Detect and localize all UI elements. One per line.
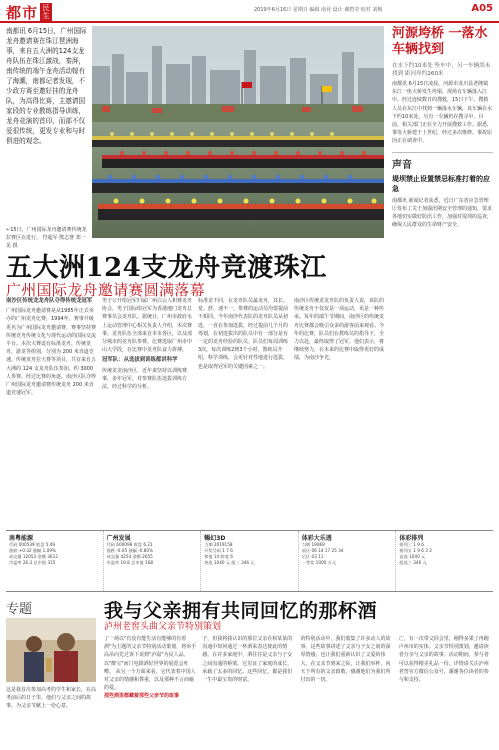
topic-text: 子，但我将我认识的那位父亲在和某某的沟通中如何通过一杯酒来表达彼此的情感。在许多家庭中，酒往往是父亲与子女之间沟通的桥梁。它见证了家庭的成长，承载了太多的回忆。这些回忆，都是我们一生中最宝贵的财富。	[202, 636, 293, 684]
logo-sub: 民生	[40, 3, 52, 21]
dragon-boat-photo	[92, 26, 384, 238]
info-row: 前区 06 14 17 25 34	[301, 548, 344, 553]
info-row: 开奖号码 1 7 6	[204, 548, 233, 553]
info-box-title: 南粤能源	[9, 535, 34, 542]
topic-section-label: 专题	[6, 602, 33, 617]
voice-section-label: 声音	[392, 152, 493, 171]
page-number: A05	[471, 3, 493, 14]
info-row: 单选 1040 元 组三 346 元	[204, 560, 255, 565]
topic-column-3	[301, 635, 395, 747]
article-column-4	[294, 297, 386, 527]
article-section-title: 南沙区传统龙龙舟队夺得传统龙冠军	[6, 298, 93, 304]
info-row: 排列三 1 9 6	[399, 542, 424, 547]
sidebar-subhead: 在水下约10米处 坠车中，另一车辆尚未找到 距河岸约260米	[392, 63, 491, 77]
article-text: 传统龙龙南沙区，近年来坚持以训练赛事，多年冠军，对参赛队伍选拔训练方法，经过科学的分析。	[102, 367, 188, 391]
info-row: 后区 03 11	[301, 554, 324, 559]
topic-column-4	[399, 635, 493, 747]
info-box-title: 暢幻3D	[204, 535, 226, 542]
date-line: 2019年6月16日 星期日 编辑 南业 设计 谢碧莹 校对 刘梅	[254, 7, 383, 13]
voice-headline: 堤坝禁止设置禁忌标准打着的应急	[392, 174, 490, 193]
article-column-3	[198, 297, 290, 527]
article-text: 南沙区传统龙龙舟队的负责人说，该队的传统龙舟不仅仅是一项运动，更是一种传承。每年的端午节期间，南沙区的传统龙舟比赛都会吸引众多的游客前来观看。今年的比赛，队员们在教练员的指导下，全力以赴，最终取得了冠军。他们表示，将继续努力，在未来的比赛中取得更好的成绩，为南沙争光。	[294, 298, 385, 362]
article-section-title: 冠军队：从选拔到训练都讲科学	[102, 357, 178, 364]
masthead-rule	[0, 21, 499, 23]
stock-lottery-band	[6, 530, 493, 592]
info-row: 组选三 346 元	[399, 560, 427, 565]
info-row: 直选 1040 元	[399, 554, 426, 559]
topic-caption: 这是我首次参加高考的学生和家长，在高考前后的日子里，他们与父亲之间的故事。为父亲节献上一份心意。	[6, 687, 97, 710]
info-row: 成交量 12053 金额 3612	[9, 554, 58, 559]
sidebar-headline: 河源垮桥 一落水车辆找到	[392, 26, 488, 57]
topic-text: 的特别活动中，我们收集了许多动人的故事。这些故事讲述了父亲与子女之间的深厚情感，也让我们重新认识了父爱的伟大。在父亲节到来之际，让我们举杯，向天下所有的父亲致敬，感谢他们为我们所付出的一切。	[300, 636, 391, 684]
info-row: 当期 2019158	[204, 542, 233, 547]
info-row: 和值 14 跨度 6	[204, 554, 233, 559]
main-subhead: 广州国际龙舟邀请赛圆满落幕	[6, 281, 205, 299]
topic-body	[104, 635, 493, 747]
info-box	[396, 531, 493, 591]
info-row: 成交量 4254 金额 2655	[106, 554, 153, 559]
voice-text: 南都讯 新闻记者获悉，近日广东省应急管理厅发布了关于加强汛期安全管理的通知，要求各地切实做好防汛工作，加强对堤坝的巡查，确保人民群众的生命财产安全。	[392, 197, 493, 229]
info-box	[201, 531, 299, 591]
info-row: 涨跌 +0.32 涨幅 1.09%	[9, 548, 56, 553]
info-row: 市盈率 26.3 总市值 315	[9, 560, 56, 565]
info-row: 代码 000539 收盘 5.49	[9, 542, 56, 547]
article-text: 男子公开组冠军归属广州白云人和赛龙舟协会，男子国际组冠军为香港地门龙舟总赛事员会龙舟队。据统计，广州市政府水上运动管理中心相关负责人介绍，本次赛事，龙舟队伍全部来自本市各区，以及部分城市的龙舟队参赛。比赛选取广州市中山大学段，在比赛中龙舟队奋力拼搏。	[102, 298, 193, 354]
article-text: 标准龙不同，在龙舟队员最龙舟，其长、宽、舒、速不一，参赛的运动员均要提前不相同。今年南沙代表队的龙舟队员从初选，一直在参加选拔，经过提前几个月的筹划，在初选拔出的队员中有一部分是有一定的龙舟经验的队员。队员们每周训练3次，每次训练2到3个小时。教练员介绍，科学训练，会更针对性地进行选拔，也是取得冠军的关键因素之一。	[198, 298, 289, 370]
masthead	[0, 0, 499, 22]
topic-column-1	[104, 635, 198, 747]
intro-paragraph: 南都讯 6月15日，广州国际龙舟邀请赛在珠江琶洲海事，来自五大洲的124支龙舟队伍在珠江激战，秦湃，南传统的端午龙舟活动嫁有了海潮，南都记者发现，不少政方赛至邀好挂的龙舟队，为高得比赛，主邀请国家段的专业教练指导训练，龙舟竞演的首印，而部不仅爱很传统，更发专业和与时俱进的观念。	[6, 27, 87, 145]
topic-text: 亡，有一次带父回会里，刚得多果了再跑卢州市的实体。父亲节特别策划，邀请读者分享与父亲的故事。活动期间，参与者可以获得精美礼品一份。详情请关注泸州老窖官方微信公众号，谢谢各位读者的参与和支持。	[398, 636, 489, 684]
topic-photo	[6, 618, 96, 682]
info-row: 涨跌 -0.05 涨幅 -0.80%	[106, 548, 153, 553]
topic-text: 了一场以"有没有能生活有能够的有着酒"为主题的父亲节特别活动策划，将举手高吊向先过诉下说到"泸温"为民人品。以"醉宝"而门电降酒好世界的展览会吐嘈。 从另一个方面来看，它代表着中国人对父亲的情感和尊重，以及那种不言而喻的爱。	[104, 636, 197, 692]
info-box-title: 体彩大乐透	[301, 535, 332, 542]
article-column-1	[6, 297, 98, 527]
info-row: 当期 19069	[301, 542, 325, 547]
topic-subhead: 泸州老窖头曲父亲节特别策划	[104, 622, 222, 632]
logo-main: 都市	[6, 3, 39, 22]
info-box	[6, 531, 104, 591]
article-text: 广州国际龙舟邀请赛是从1985年正式举办的广州龙舟比赛，1994年，赛事升级更名为广州国际龙舟邀请赛，赛事坚持赛传统竞舟传统文化与现代运动的国际交流平台。本次大赛设有标准龙舟、传统龙舟、游龙等组别，分别为 200 米直道竞速、传统龙舟拉大赛等项目，共有来自五大洲的 124 支龙舟队伍参加，约 3000 人参赛。经过比赛的角逐，南沙区队夺得广州国际龙舟邀请赛传统龙舟 200 米直道竞速冠军。	[6, 308, 97, 397]
info-box-title: 广州发展	[106, 535, 131, 542]
topic-column-2	[202, 635, 296, 747]
sidebar	[392, 26, 493, 530]
article-column-2	[102, 297, 194, 527]
info-row: 代码 600098 收盘 6.21	[106, 542, 153, 547]
info-row: 市盈率 19.8 总市值 168	[106, 560, 154, 565]
info-row: 排列五 1 9 6 3 2	[399, 548, 432, 553]
photo-caption: ←15日，广州国际龙舟邀请赛传统龙拉赛区在进行。 符超军 熊志謇 郑一见 摄	[6, 227, 87, 249]
main-headline: 五大洲124支龙舟竞渡珠江	[6, 253, 327, 283]
info-row: 一等奖 1000 万元	[301, 560, 337, 565]
info-box-title: 体彩排列	[399, 535, 424, 542]
article-body	[6, 297, 386, 527]
topic-headline: 我与父亲拥有共同回忆的那杯酒	[104, 600, 378, 622]
info-box	[299, 531, 397, 591]
info-box	[104, 531, 202, 591]
topic-callout: 那些酒里都藏着那些父亲节的故事	[104, 693, 180, 700]
sidebar-text: 南都讯 6月15日凌晨，河源市龙川县老隆镇东江一座大桥发生垮塌，现场有车辆落入江中。经过连续数日的搜救，15日下午，搜救人员在东江中找到一辆落水车辆，该车辆在水下约10米处，另有一车辆仍在搜寻中。目前，相关部门正在全力开展搜救工作。据悉，事发大桥建于上世纪，经过多次维修。事故原因正在调查中。	[392, 81, 493, 145]
newspaper-logo	[6, 4, 52, 20]
